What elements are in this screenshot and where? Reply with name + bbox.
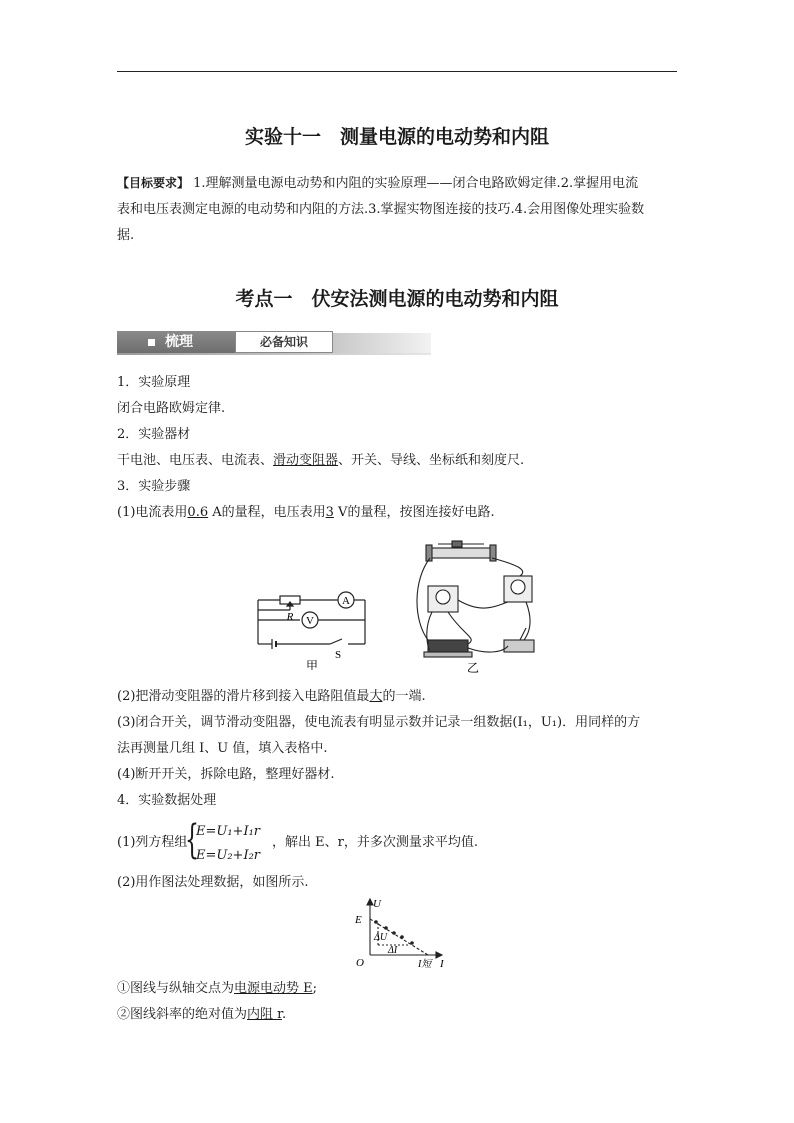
equation-2: E=U₂+I₂r xyxy=(196,848,261,863)
step1-b: A的量程，电压表用 xyxy=(208,505,326,520)
s2-post: 、开关、导线、坐标纸和刻度尺. xyxy=(338,453,525,468)
axis-i-label: I xyxy=(440,958,444,970)
step2-b: 的一端. xyxy=(382,689,426,704)
conclusion-2 xyxy=(117,1002,679,1028)
c2-post: . xyxy=(281,1007,287,1022)
goal-line-2: 表和电压表测定电源的电动势和内阻的方法.3.掌握实物图连接的技巧.4.会用图像处理实验数 xyxy=(117,202,645,217)
goal-label: 【目标要求】 xyxy=(117,176,190,190)
circuit-diagram xyxy=(250,590,380,670)
short-circuit-label: I短 xyxy=(418,959,432,970)
equation-1: E=U₁+I₁r xyxy=(196,824,261,839)
step2-underlined: 大 xyxy=(369,689,383,704)
apparatus-illustration xyxy=(408,540,543,675)
header-rule xyxy=(117,71,677,72)
c2-pre: ②图线斜率的绝对值为 xyxy=(117,1007,248,1022)
s3-step2 xyxy=(117,684,679,710)
s2-pre: 干电池、电压表、电流表、 xyxy=(117,453,274,468)
section-title: 考点一 伏安法测电源的电动势和内阻 xyxy=(235,288,559,310)
banner-fade xyxy=(333,333,431,353)
step1-value-v: 3 xyxy=(325,505,334,520)
c2-underlined: 内阻 r xyxy=(247,1007,282,1022)
voltmeter-label: V xyxy=(306,615,314,627)
banner-baseline xyxy=(117,353,431,355)
apparatus-caption: 乙 xyxy=(466,661,480,675)
u-i-graph xyxy=(350,897,450,972)
banner-tab-label: 必备知识 xyxy=(235,331,333,353)
ammeter-label: A xyxy=(342,595,350,607)
axis-e-label: E xyxy=(355,914,362,926)
s2-text xyxy=(117,448,679,474)
method-2: (2)用作图法处理数据，如图所示. xyxy=(117,875,309,890)
section-1-4 xyxy=(117,370,679,526)
s4-heading: 4．实验数据处理 xyxy=(117,793,217,808)
method-1-prefix: (1)列方程组 xyxy=(117,835,188,850)
goal-line-1: 1.理解测量电源电动势和内阻的实验原理——闭合电路欧姆定律.2.掌握用电流 xyxy=(193,176,639,191)
axis-u-label: U xyxy=(373,898,381,910)
goal-line-3: 据. xyxy=(117,228,135,243)
page-title: 实验十一 测量电源的电动势和内阻 xyxy=(244,126,549,148)
s3-step4: (4)断开开关，拆除电路，整理好器材. xyxy=(117,767,335,782)
method-1-suffix: ，解出 E、r，并多次测量求平均值. xyxy=(272,835,478,850)
goal-paragraph xyxy=(117,170,679,249)
delta-i-label: ΔI xyxy=(388,945,398,956)
step1-value-a: 0.6 xyxy=(187,505,209,520)
square-bullet-icon xyxy=(148,339,155,346)
conclusions xyxy=(117,976,679,1028)
switch-label: S xyxy=(334,649,342,661)
circuit-caption: 甲 xyxy=(305,659,319,670)
banner-main xyxy=(117,331,235,353)
origin-label: O xyxy=(356,957,364,969)
s1-text: 闭合电路欧姆定律. xyxy=(117,401,226,416)
rheostat-label: R xyxy=(286,611,294,623)
banner-main-label: 梳理 xyxy=(165,334,193,350)
c1-post: ; xyxy=(312,981,318,996)
s3-step3-line2: 法再测量几组 I、U 值，填入表格中. xyxy=(117,741,328,756)
conclusion-1 xyxy=(117,976,679,1002)
s3-step1 xyxy=(117,500,679,526)
step1-c: V的量程，按图连接好电路. xyxy=(333,505,495,520)
s3-heading: 3．实验步骤 xyxy=(117,479,191,494)
step1-a: (1)电流表用 xyxy=(117,505,188,520)
brace-icon: { xyxy=(185,817,199,863)
s3-step3-line1: (3)闭合开关，调节滑动变阻器，使电流表有明显示数并记录一组数据(I₁，U₁)．用同样的方 xyxy=(117,715,641,730)
s2-heading: 2．实验器材 xyxy=(117,427,191,442)
step2-a: (2)把滑动变阻器的滑片移到接入电路阻值最 xyxy=(117,689,370,704)
s2-underlined: 滑动变阻器 xyxy=(273,453,339,468)
steps-2-4 xyxy=(117,684,679,814)
s1-heading: 1．实验原理 xyxy=(117,375,191,390)
delta-u-label: ΔU xyxy=(374,932,388,943)
section-banner xyxy=(117,330,431,356)
c1-underlined: 电源电动势 E xyxy=(234,981,313,996)
c1-pre: ①图线与纵轴交点为 xyxy=(117,981,235,996)
